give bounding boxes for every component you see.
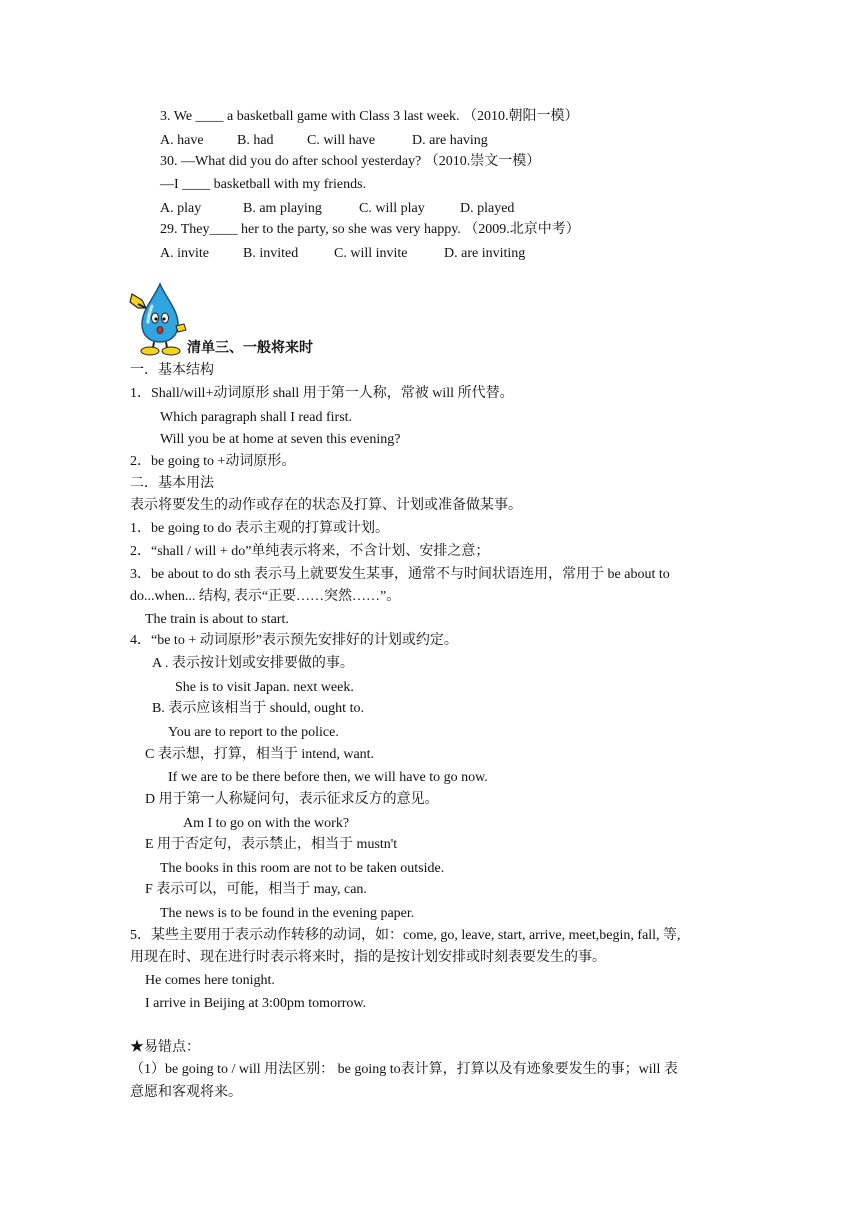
common-mistake-1-line-1: （1）be going to / will 用法区别： be going to表计算，打算以及有迹象要发生的事；will 表 xyxy=(130,1062,678,1077)
usage-item-5-line-1: 5．某些主要用于表示动作转移的动词，如：come, go, leave, start, arrive, meet,begin, fall, 等, xyxy=(130,928,681,943)
q29-option-c: C. will invite xyxy=(334,246,408,261)
heading-basic-structure: 一．基本结构 xyxy=(130,363,214,378)
structure-example-1: Which paragraph shall I read first. xyxy=(160,410,353,425)
usage-4c-example: If we are to be there before then, we will have to go now. xyxy=(168,770,488,785)
q30-option-b: B. am playing xyxy=(243,201,322,216)
usage-4b-example: You are to report to the police. xyxy=(168,725,339,740)
structure-item-2: 2．be going to +动词原形。 xyxy=(130,454,296,469)
q29-option-d: D. are inviting xyxy=(444,246,526,261)
usage-item-3-line-2: do...when... 结构, 表示“正要……突然……”。 xyxy=(130,589,401,604)
common-mistake-1-line-2: 意愿和客观将来。 xyxy=(130,1085,242,1100)
common-mistakes-title: ★易错点： xyxy=(130,1040,200,1055)
usage-item-5-example-1: He comes here tonight. xyxy=(145,973,275,988)
q3-option-b: B. had xyxy=(237,133,274,148)
question-30: 30. —What did you do after school yesterday? （2010.崇文一模） xyxy=(160,154,541,169)
structure-example-2: Will you be at home at seven this evening? xyxy=(160,432,401,447)
usage-4c: C 表示想，打算，相当于 intend, want. xyxy=(145,747,375,762)
q3-option-d: D. are having xyxy=(412,133,488,148)
q3-option-c: C. will have xyxy=(307,133,376,148)
q29-option-b: B. invited xyxy=(243,246,299,261)
question-29: 29. They____ her to the party, so she was very happy. （2009.北京中考） xyxy=(160,222,580,237)
usage-4a-example: She is to visit Japan. next week. xyxy=(175,680,354,695)
usage-4e-example: The books in this room are not to be taken outside. xyxy=(160,861,445,876)
usage-item-3-line-1: 3．be about to do sth 表示马上就要发生某事，通常不与时间状语连用，常用于 be about to xyxy=(130,567,670,582)
usage-item-3-example: The train is about to start. xyxy=(145,612,289,627)
usage-item-5-example-2: I arrive in Beijing at 3:00pm tomorrow. xyxy=(145,996,367,1011)
usage-4b: B. 表示应该相当于 should, ought to. xyxy=(152,701,364,716)
usage-4e: E 用于否定句，表示禁止，相当于 mustn't xyxy=(145,837,398,852)
usage-4f: F 表示可以，可能，相当于 may, can. xyxy=(145,882,367,897)
usage-4d: D 用于第一人称疑问句，表示征求反方的意见。 xyxy=(145,792,439,807)
usage-4d-example: Am I to go on with the work? xyxy=(183,816,350,831)
usage-intro: 表示将要发生的动作或存在的状态及打算、计划或准备做某事。 xyxy=(130,498,522,513)
structure-item-1: 1．Shall/will+动词原形 shall 用于第一人称，常被 will 所代替。 xyxy=(130,386,514,401)
usage-4f-example: The news is to be found in the evening paper. xyxy=(160,906,415,921)
water-drop-mascot-icon xyxy=(128,280,190,356)
usage-item-2: 2．“shall / will + do”单纯表示将来，不含计划、安排之意； xyxy=(130,544,490,559)
section-title: 清单三、一般将来时 xyxy=(187,341,313,356)
heading-basic-usage: 二．基本用法 xyxy=(130,476,214,491)
usage-item-1: 1．be going to do 表示主观的打算或计划。 xyxy=(130,521,389,536)
q30-option-a: A. play xyxy=(160,201,202,216)
usage-item-4: 4．“be to + 动词原形”表示预先安排好的计划或约定。 xyxy=(130,633,458,648)
q30-option-c: C. will play xyxy=(359,201,425,216)
q29-option-a: A. invite xyxy=(160,246,209,261)
q30-option-d: D. played xyxy=(460,201,515,216)
question-3: 3. We ____ a basketball game with Class 3 last week. （2010.朝阳一模） xyxy=(160,109,579,124)
q3-option-a: A. have xyxy=(160,133,204,148)
question-30-answer-line: —I ____ basketball with my friends. xyxy=(160,177,367,192)
usage-item-5-line-2: 用现在时、现在进行时表示将来时，指的是按计划安排或时刻表要发生的事。 xyxy=(130,950,606,965)
usage-4a: A . 表示按计划或安排要做的事。 xyxy=(152,656,354,671)
